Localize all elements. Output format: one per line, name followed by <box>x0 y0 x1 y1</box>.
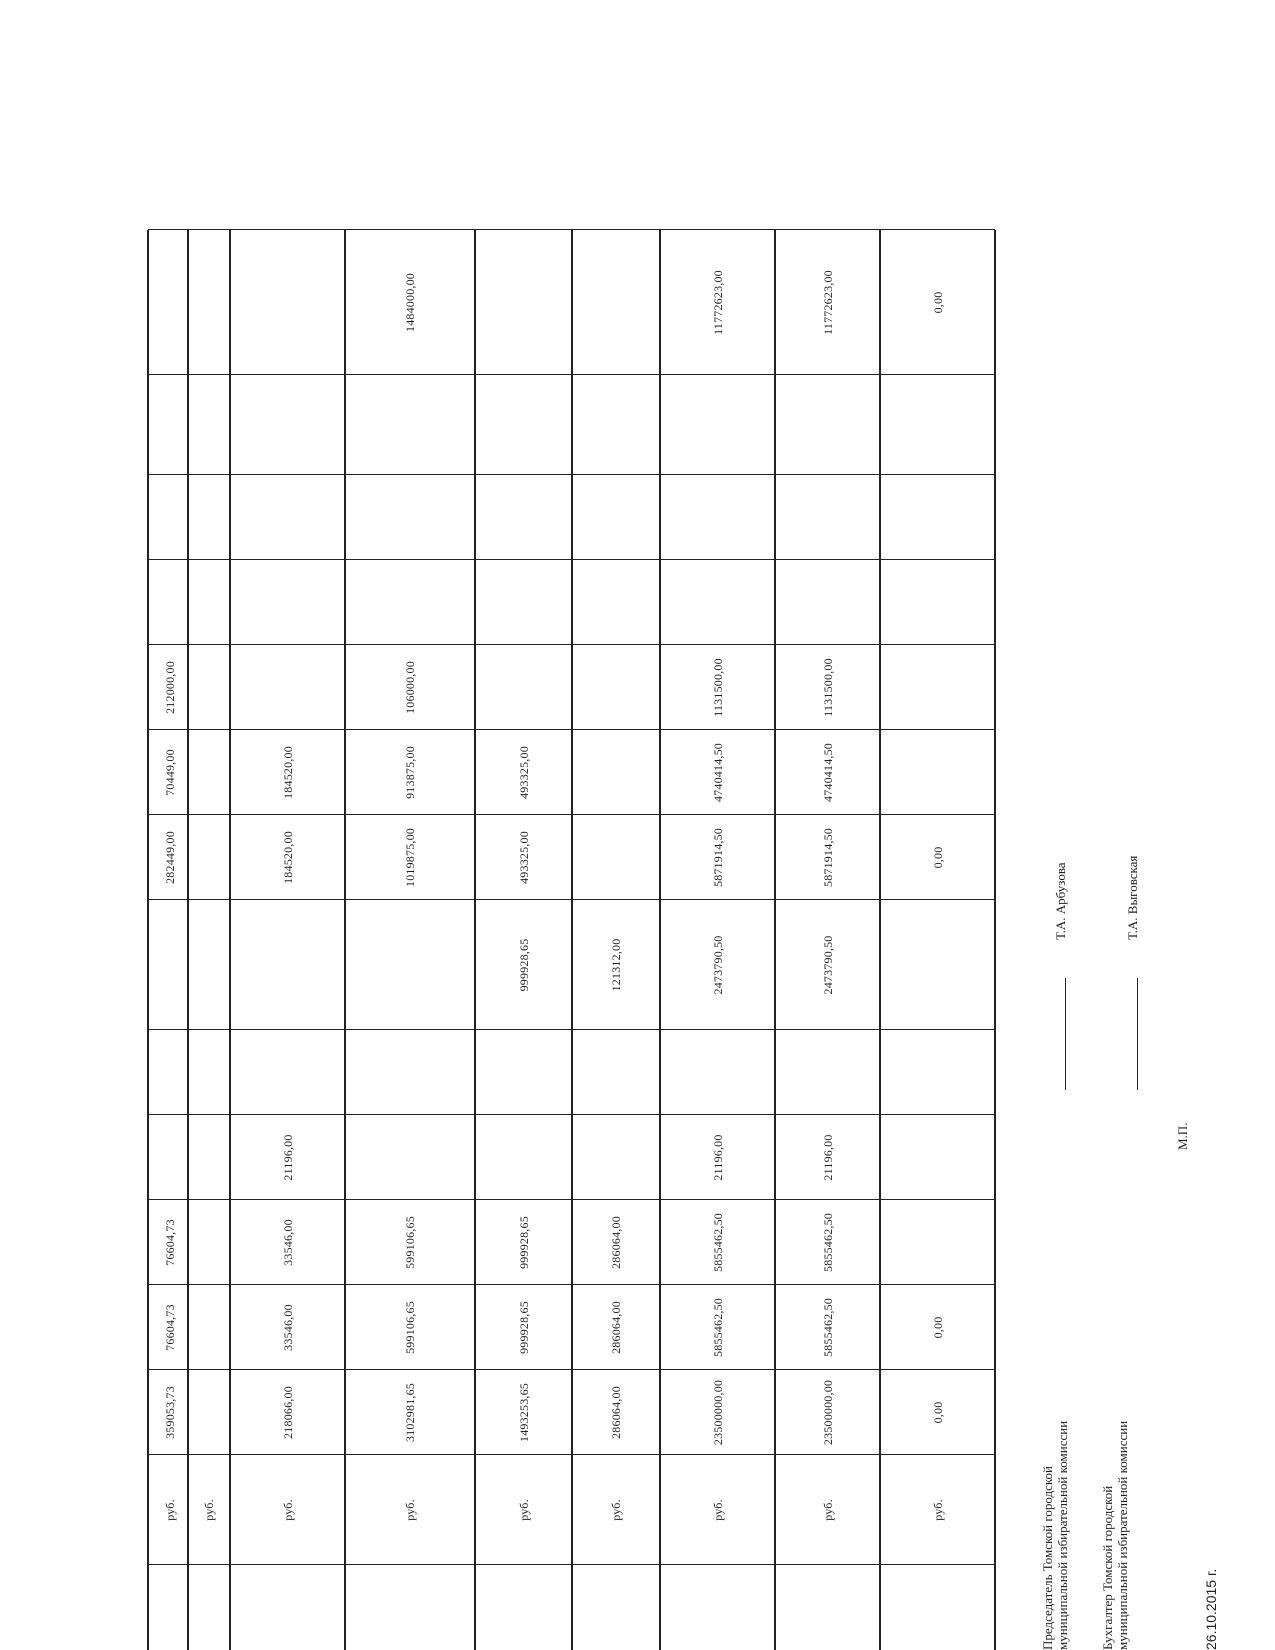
table-cell <box>880 1115 995 1200</box>
table-cell: 1131500,00 <box>710 658 725 717</box>
table-cell: 21196,00 <box>820 1134 835 1181</box>
accountant-title-line-2: муниципальной избирательной комиссии <box>1115 1420 1130 1650</box>
table-cell: 359053,73 <box>163 1386 177 1439</box>
table-cell: 5871914,50 <box>710 828 725 887</box>
table-cell: 0,00 <box>930 1316 945 1339</box>
table-cell: 1493253,65 <box>516 1383 531 1442</box>
table-cell <box>880 375 995 475</box>
table-cell <box>188 1115 230 1200</box>
table-cell <box>148 475 188 560</box>
table-cell: 599106,65 <box>403 1301 417 1354</box>
table-cell: руб. <box>516 1499 531 1521</box>
table-cell <box>148 230 188 375</box>
accountant-signature-line <box>1137 978 1138 1090</box>
table-cell <box>188 1200 230 1285</box>
table-cell <box>475 475 572 560</box>
table-cell: 599106,65 <box>403 1216 417 1269</box>
table-cell <box>775 560 880 645</box>
table-cell <box>572 560 660 645</box>
table-cell <box>660 475 775 560</box>
chairman-signature-line <box>1065 978 1066 1090</box>
accountant-name: Т.А. Выговская <box>1125 855 1140 940</box>
table-cell <box>475 560 572 645</box>
table-cell: руб. <box>403 1499 417 1521</box>
table-cell: 1019875,00 <box>403 828 417 887</box>
table-cell: 218066,00 <box>280 1386 295 1439</box>
table-cell <box>188 375 230 475</box>
table-cell <box>775 1030 880 1115</box>
table-cell: 4740414,50 <box>820 743 835 802</box>
table-cell: 1131500,00 <box>820 658 835 717</box>
table-cell <box>880 560 995 645</box>
table-cell <box>148 900 188 1030</box>
table-cell <box>188 475 230 560</box>
table-cell <box>880 900 995 1030</box>
table-cell <box>230 560 345 645</box>
chairman-title-line-1: Председатель Томской городской <box>1040 1466 1055 1650</box>
table-cell <box>230 475 345 560</box>
table-cell: 1484000,00 <box>403 273 417 332</box>
table-cell <box>230 375 345 475</box>
table-cell <box>572 375 660 475</box>
table-cell <box>660 560 775 645</box>
table-cell <box>660 375 775 475</box>
table-cell: 5855462,50 <box>710 1298 725 1357</box>
document-date: 26.10.2015 г. <box>1203 1568 1219 1650</box>
table-cell <box>572 645 660 730</box>
table-cell: руб. <box>280 1499 295 1521</box>
table-cell: 76604,73 <box>163 1304 177 1351</box>
table-cell: 0,00 <box>930 846 945 869</box>
table-cell: 11772623,00 <box>820 270 835 335</box>
table-cell <box>572 815 660 900</box>
table-cell: руб. <box>710 1499 725 1521</box>
table-cell: 999928,65 <box>516 938 531 992</box>
table-cell: 70449,00 <box>163 749 177 796</box>
table-cell <box>345 1115 475 1200</box>
table-cell: 2473790,50 <box>710 935 725 995</box>
table-cell: руб. <box>930 1499 945 1521</box>
table-cell <box>572 230 660 375</box>
table-cell <box>188 230 230 375</box>
table-cell <box>188 1370 230 1455</box>
table-cell <box>572 1030 660 1115</box>
table-cell: 5855462,50 <box>820 1298 835 1357</box>
table-cell <box>475 375 572 475</box>
table-cell: 184520,00 <box>280 831 295 884</box>
table-cell <box>660 1030 775 1115</box>
table-cell: 999928,65 <box>516 1216 531 1269</box>
table-cell: 913875,00 <box>403 746 417 799</box>
table-cell <box>148 560 188 645</box>
table-cell: 184520,00 <box>280 746 295 799</box>
table-cell: 21196,00 <box>280 1134 295 1181</box>
accountant-title <box>1100 1320 1130 1650</box>
table-cell: 286064,00 <box>609 1386 623 1439</box>
table-cell <box>188 900 230 1030</box>
table-cell <box>345 900 475 1030</box>
table-cell <box>148 1030 188 1115</box>
table-cell: 286064,00 <box>609 1216 623 1269</box>
table-cell <box>880 1200 995 1285</box>
table-cell <box>880 730 995 815</box>
table-cell <box>345 375 475 475</box>
table-cell <box>230 900 345 1030</box>
table-cell: 4740414,50 <box>710 743 725 802</box>
table-cell: руб. <box>163 1499 177 1521</box>
table-cell: 23500000,00 <box>710 1379 725 1446</box>
table-cell <box>880 1030 995 1115</box>
table-cell: 106000,00 <box>403 661 417 714</box>
table-cell: 493325,00 <box>516 746 531 799</box>
table-cell <box>572 475 660 560</box>
chairman-name: Т.А. Арбузова <box>1053 862 1068 940</box>
table-cell <box>188 1030 230 1115</box>
table-cell: 212000,00 <box>163 661 177 714</box>
table-cell: 999928,65 <box>516 1301 531 1354</box>
accountant-title-line-1: Бухгалтер Томской городской <box>1100 1485 1115 1650</box>
table-cell: 23500000,00 <box>820 1379 835 1446</box>
table-cell: 5855462,50 <box>710 1213 725 1272</box>
table-cell: 76604,73 <box>163 1219 177 1266</box>
table-cell <box>230 230 345 375</box>
table-cell <box>345 1030 475 1115</box>
table-cell: 3102981,65 <box>403 1383 417 1442</box>
table-cell <box>148 375 188 475</box>
table-cell: 0,00 <box>930 1401 945 1424</box>
table-cell: 21196,00 <box>710 1134 725 1181</box>
table-cell: 121312,00 <box>609 938 623 992</box>
table-cell <box>572 730 660 815</box>
table-cell <box>572 1115 660 1200</box>
table-cell: руб. <box>202 1499 216 1521</box>
table-cell <box>148 1115 188 1200</box>
table-cell <box>475 645 572 730</box>
table-cell <box>188 730 230 815</box>
table-cell <box>475 1030 572 1115</box>
table-cell <box>188 560 230 645</box>
table-cell: 286064,00 <box>609 1301 623 1354</box>
stamp-place-label: М.П. <box>1175 1122 1190 1150</box>
table-cell: руб. <box>609 1499 623 1521</box>
table-cell: 493325,00 <box>516 831 531 884</box>
table-cell <box>230 1030 345 1115</box>
table-cell: 5871914,50 <box>820 828 835 887</box>
table-cell <box>880 645 995 730</box>
table-cell <box>475 1115 572 1200</box>
chairman-title-line-2: муниципальной избирательной комиссии <box>1055 1420 1070 1650</box>
table-cell <box>880 475 995 560</box>
table-cell <box>475 230 572 375</box>
table-cell <box>775 375 880 475</box>
table-cell <box>345 475 475 560</box>
table-cell: 33546,00 <box>280 1219 295 1266</box>
table-cell: 0,00 <box>930 291 945 314</box>
table-cell <box>188 1285 230 1370</box>
table-cell <box>188 815 230 900</box>
table-cell <box>188 645 230 730</box>
table-cell: 2473790,50 <box>820 935 835 995</box>
table-cell: 33546,00 <box>280 1304 295 1351</box>
table-cell <box>230 645 345 730</box>
table-cell <box>775 475 880 560</box>
chairman-title <box>1040 1320 1070 1650</box>
table-cell: руб. <box>820 1499 835 1521</box>
table-cell <box>345 560 475 645</box>
table-cell: 5855462,50 <box>820 1213 835 1272</box>
table-cell: 282449,00 <box>163 831 177 884</box>
table-cell: 11772623,00 <box>710 270 725 335</box>
